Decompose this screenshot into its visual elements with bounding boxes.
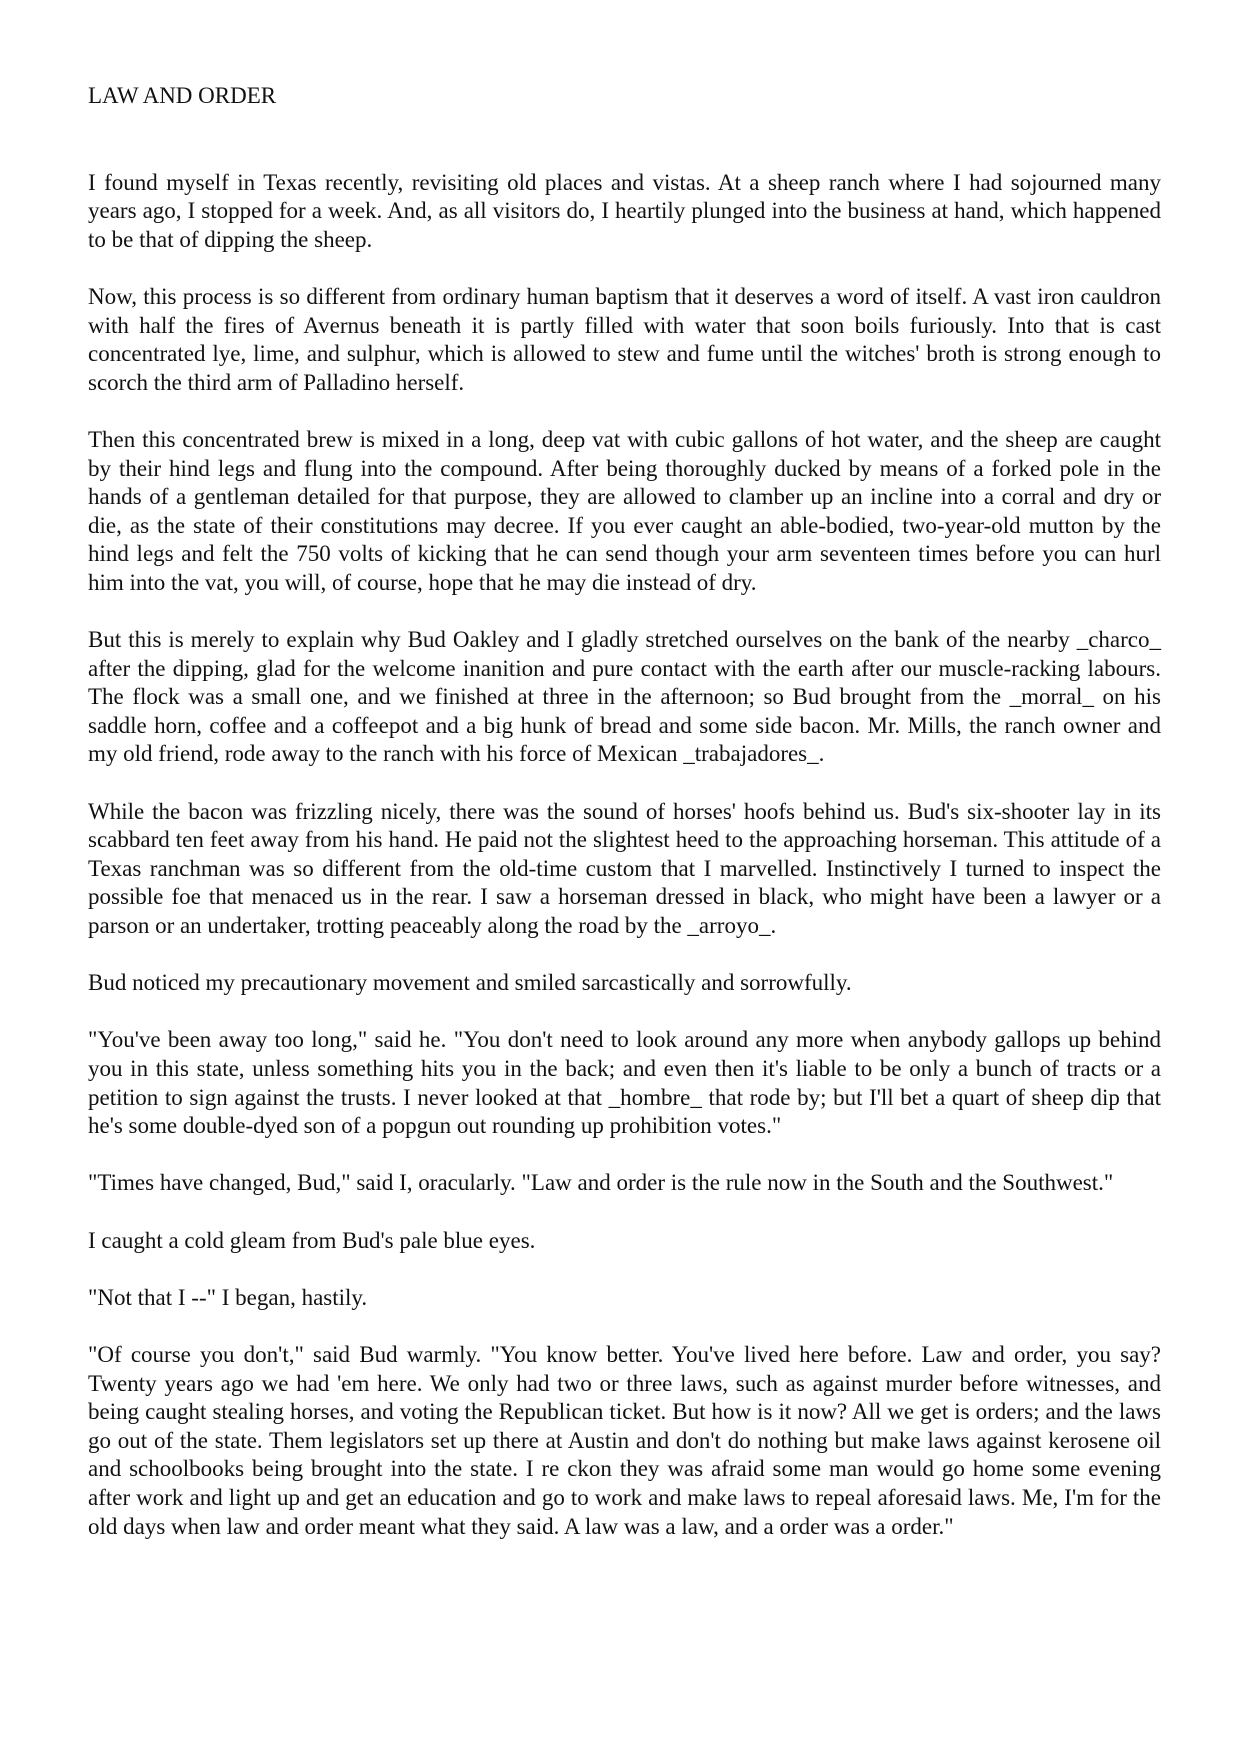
- paragraph-9: I caught a cold gleam from Bud's pale blue eyes.: [88, 1227, 536, 1253]
- paragraph-2: Now, this process is so different from ordinary human baptism that it deserves a word of itself. A vast iron cauldron with half the fires of Avernus beneath it is partly filled with water that soon boils furiously. Into that is cast concentrated lye, lime, and sulphur, which is allowed to stew and fume until the witches' broth is strong enough to scorch the third arm of Palladino herself.: [88, 283, 1161, 395]
- document-page: [88, 82, 1161, 1570]
- paragraph-6: Bud noticed my precautionary movement and smiled sarcastically and sorrowfully.: [88, 970, 852, 996]
- paragraph-3: Then this concentrated brew is mixed in a long, deep vat with cubic gallons of hot water, and the sheep are caught by their hind legs and flung into the compound. After being thoroughly ducked by means of a forked pole in the hands of a gentleman detailed for that purpose, they are allowed to clamber up an incline into a corral and dry or die, as the state of their constitutions may decree. If you ever caught an able-bodied, two-year-old mutton by the hind legs and felt the 750 volts of kicking that he can send though your arm seventeen times before you can hurl him into the vat, you will, of course, hope that he may die instead of dry.: [88, 426, 1161, 595]
- paragraph-1: I found myself in Texas recently, revisiting old places and vistas. At a sheep ranch where I had sojourned many years ago, I stopped for a week. And, as all visitors do, I heartily plunged into the business at hand, which happened to be that of dipping the sheep.: [88, 169, 1161, 252]
- paragraph-7: "You've been away too long," said he. "You don't need to look around any more when anybody gallops up behind you in this state, unless something hits you in the back; and even then it's liable to be only a bunch of tracts or a petition to sign against the trusts. I never looked at that _hombre_ that rode by; but I'll bet a quart of sheep dip that he's some double-dyed son of a popgun out rounding up prohibition votes.": [88, 1027, 1161, 1139]
- paragraph-5: While the bacon was frizzling nicely, there was the sound of horses' hoofs behind us. Bud's six-shooter lay in its scabbard ten feet away from his hand. He paid not the slightest heed to the approaching horseman. This attitude of a Texas ranchman was so different from the old-time custom that I marvelled. Instinctively I turned to inspect the possible foe that menaced us in the rear. I saw a horseman dressed in black, who might have been a lawyer or a parson or an undertaker, trotting peaceably along the road by the _arroyo_.: [88, 798, 1161, 939]
- paragraph-10: "Not that I --" I began, hastily.: [88, 1284, 368, 1310]
- paragraph-11: "Of course you don't," said Bud warmly. "You know better. You've lived here before. Law and order, you say? Twenty years ago we had 'em here. We only had two or three laws, such as against murder before witnesses, and being caught stealing horses, and voting the Republican ticket. But how is it now? All we get is orders; and the laws go out of the state. Them legislators set up there at Austin and don't do nothing but make laws against kerosene oil and schoolbooks being brought into the state. I re ckon they was afraid some man would go home some evening after work and light up and get an education and go to work and make laws to repeal aforesaid laws. Me, I'm for the old days when law and order meant what they said. A law was a law, and a order was a order.": [88, 1341, 1161, 1539]
- paragraph-8: "Times have changed, Bud," said I, oracularly. "Law and order is the rule now in the South and the Southwest.": [88, 1170, 1114, 1196]
- page-title: LAW AND ORDER: [88, 83, 277, 108]
- paragraph-4: But this is merely to explain why Bud Oakley and I gladly stretched ourselves on the bank of the nearby _charco_ after the dipping, glad for the welcome inanition and pure contact with the earth after our muscle-racking labours. The flock was a small one, and we finished at three in the afternoon; so Bud brought from the _morral_ on his saddle horn, coffee and a coffeepot and a big hunk of bread and some side bacon. Mr. Mills, the ranch owner and my old friend, rode away to the ranch with his force of Mexican _trabajadores_.: [88, 627, 1161, 767]
